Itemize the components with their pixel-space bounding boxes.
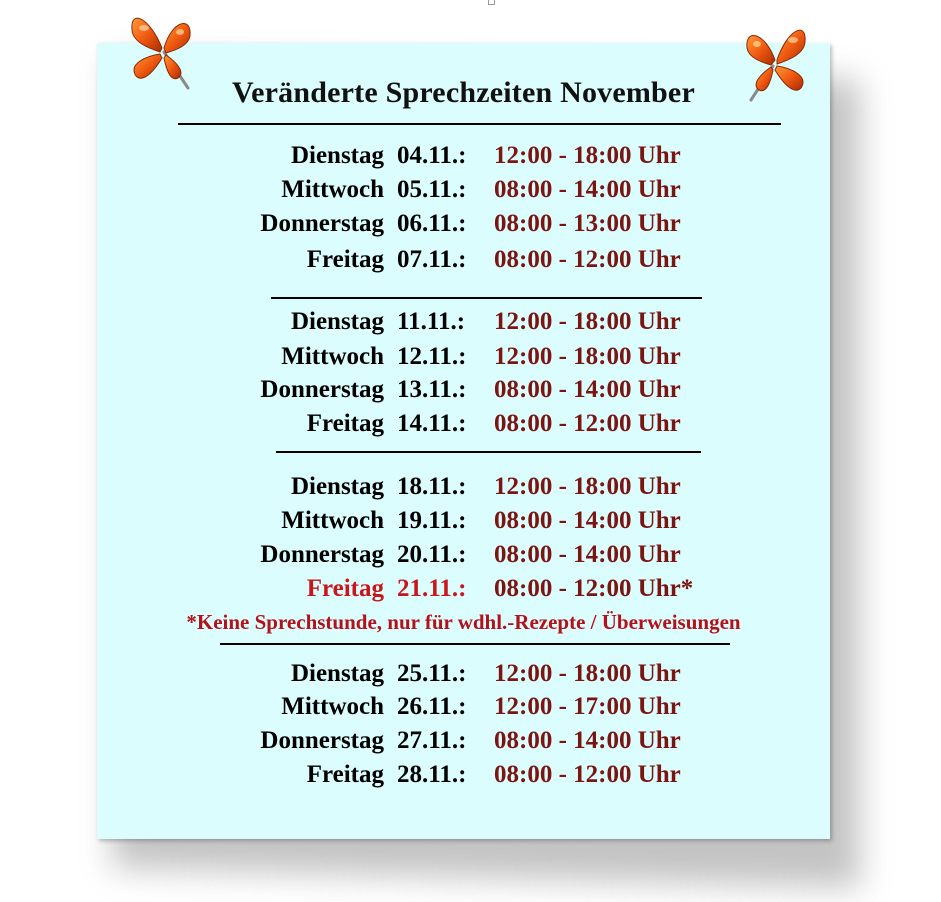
hours: 08:00 - 12:00 Uhr: [494, 410, 681, 437]
schedule-row: [0, 306, 941, 338]
weekday: Mittwoch: [281, 343, 384, 370]
hours: 12:00 - 18:00 Uhr: [494, 343, 681, 370]
date: 14.11.:: [397, 410, 467, 437]
hours: 08:00 - 13:00 Uhr: [494, 210, 681, 237]
weekday: Mittwoch: [281, 693, 384, 720]
schedule-row: [0, 759, 941, 791]
hours: 08:00 - 12:00 Uhr*: [494, 575, 694, 602]
weekday: Donnerstag: [260, 376, 384, 403]
schedule-row: [0, 471, 941, 503]
date: 21.11.:: [397, 575, 467, 602]
weekday: Mittwoch: [281, 176, 384, 203]
date: 05.11.:: [397, 176, 467, 203]
weekday: Dienstag: [290, 308, 384, 335]
schedule-row: [0, 244, 941, 276]
weekday: Donnerstag: [260, 727, 384, 754]
schedule-row: [0, 408, 941, 440]
schedule-row: [0, 341, 941, 373]
weekday: Donnerstag: [260, 541, 384, 568]
weekday: Freitag: [306, 761, 384, 788]
date: 18.11.:: [397, 473, 467, 500]
week-divider: [271, 297, 702, 299]
schedule-row-highlighted: [0, 573, 941, 605]
date: 12.11.:: [397, 343, 467, 370]
schedule-row: [0, 539, 941, 571]
schedule-row: [0, 658, 941, 690]
hours: 08:00 - 12:00 Uhr: [494, 761, 681, 788]
schedule-row: [0, 725, 941, 757]
hours: 12:00 - 18:00 Uhr: [494, 473, 681, 500]
weekday: Donnerstag: [260, 210, 384, 237]
hours: 12:00 - 18:00 Uhr: [494, 308, 681, 335]
hours: 12:00 - 18:00 Uhr: [494, 660, 681, 687]
date: 26.11.:: [397, 693, 467, 720]
footnote: *Keine Sprechstunde, nur für wdhl.-Rezepte / Überweisungen: [186, 610, 741, 634]
schedule-row: [0, 691, 941, 723]
date: 27.11.:: [397, 727, 467, 754]
hours: 08:00 - 14:00 Uhr: [494, 176, 681, 203]
weekday: Freitag: [306, 575, 384, 602]
weekday: Dienstag: [290, 660, 384, 687]
hours: 08:00 - 14:00 Uhr: [494, 727, 681, 754]
schedule-row: [0, 140, 941, 172]
page-title: Veränderte Sprechzeiten November: [232, 76, 695, 109]
week-divider: [276, 451, 701, 453]
weekday: Mittwoch: [281, 507, 384, 534]
date: 06.11.:: [397, 210, 467, 237]
date: 20.11.:: [397, 541, 467, 568]
weekday: Freitag: [306, 410, 384, 437]
date: 19.11.:: [397, 507, 467, 534]
date: 07.11.:: [397, 246, 467, 273]
schedule-row: [0, 208, 941, 240]
date: 11.11.:: [397, 308, 466, 335]
date: 28.11.:: [397, 761, 467, 788]
hours: 08:00 - 14:00 Uhr: [494, 376, 681, 403]
weekday: Freitag: [306, 246, 384, 273]
date: 04.11.:: [397, 142, 467, 169]
hours: 08:00 - 12:00 Uhr: [494, 246, 681, 273]
hours: 08:00 - 14:00 Uhr: [494, 507, 681, 534]
top-marker: [488, 0, 495, 5]
weekday: Dienstag: [290, 473, 384, 500]
hours: 12:00 - 17:00 Uhr: [494, 693, 681, 720]
title-underline: [178, 123, 781, 125]
hours: 12:00 - 18:00 Uhr: [494, 142, 681, 169]
week-divider: [220, 643, 730, 645]
schedule-row: [0, 374, 941, 406]
hours: 08:00 - 14:00 Uhr: [494, 541, 681, 568]
schedule-row: [0, 505, 941, 537]
schedule-row: [0, 174, 941, 206]
date: 25.11.:: [397, 660, 467, 687]
weekday: Dienstag: [290, 142, 384, 169]
date: 13.11.:: [397, 376, 467, 403]
